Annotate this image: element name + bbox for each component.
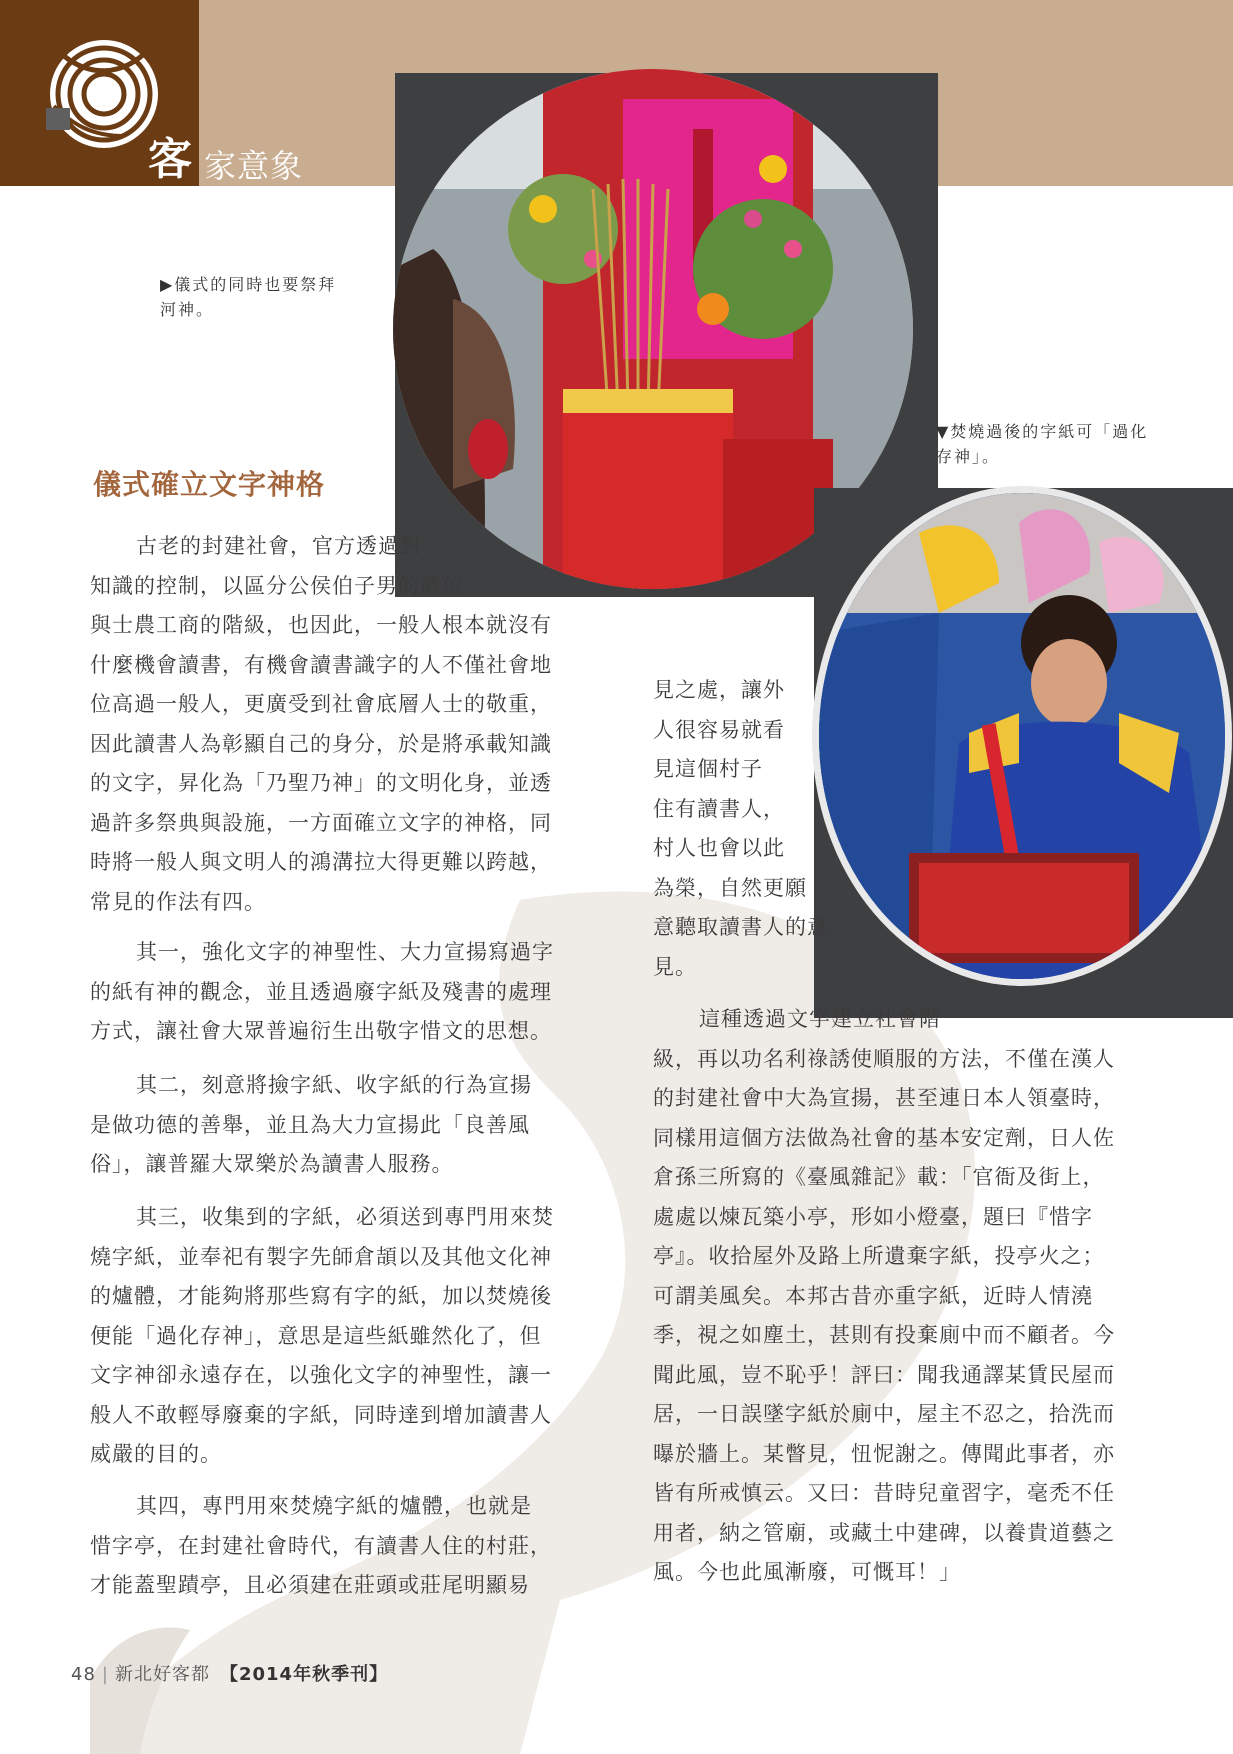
text-line: 見。 xyxy=(653,954,697,979)
text-line: 才能蓋聖蹟亭，且必須建在莊頭或莊尾明顯易 xyxy=(90,1573,530,1597)
paragraph-first xyxy=(90,933,554,1052)
text-line: 威嚴的目的。 xyxy=(90,1442,222,1466)
text-line: 惜字亭，在封建社會時代，有讀書人住的村莊， xyxy=(90,1533,552,1558)
text-line: 風。今也此風漸廢，可慨耳！」 xyxy=(653,1560,961,1584)
text-line: 居，一日誤墜字紙於廁中，屋主不忍之，拾洗而 xyxy=(653,1402,1115,1426)
caption-top-photo: ▶儀式的同時也要祭拜河神。 xyxy=(160,275,337,319)
text-line: 是做功德的善舉，並且為大力宣揚此「良善風 xyxy=(90,1112,530,1137)
text-line: 聞此風，豈不恥乎！評曰：聞我通譯某賃民屋而 xyxy=(653,1362,1115,1387)
text-line: 的爐體，才能夠將那些寫有字的紙，加以焚燒後 xyxy=(90,1284,552,1308)
text-line: 處處以煉瓦築小亭，形如小燈臺，題曰『惜字 xyxy=(653,1204,1093,1229)
text-line: 的文字，昇化為「乃聖乃神」的文明化身，並透 xyxy=(90,771,552,795)
text-line: 其四，專門用來焚燒字紙的爐體，也就是 xyxy=(136,1494,532,1518)
text-line: 位高過一般人，更廣受到社會底層人士的敬重， xyxy=(90,692,552,716)
text-line: 倉孫三所寫的《臺風雜記》載：「官衙及街上， xyxy=(653,1165,1105,1189)
text-line: 時將一般人與文明人的鴻溝拉大得更難以跨越， xyxy=(90,850,552,874)
text-line: 曝於牆上。某瞥見，忸怩謝之。傳聞此事者，亦 xyxy=(653,1441,1115,1466)
text-line: 文字神卻永遠存在，以強化文字的神聖性，讓一 xyxy=(90,1363,552,1387)
text-line: 可謂美風矣。本邦古昔亦重字紙，近時人情澆 xyxy=(653,1283,1093,1308)
text-line: 皆有所戒慎云。又曰：昔時兒童習字，毫禿不任 xyxy=(653,1481,1115,1505)
text-line: 同樣用這個方法做為社會的基本安定劑，日人佐 xyxy=(653,1125,1115,1150)
text-line: 方式，讓社會大眾普遍衍生出敬字惜文的思想。 xyxy=(90,1019,552,1043)
text-line: 村人也會以此 xyxy=(653,836,785,860)
publication-name: 新北好客都 xyxy=(114,1664,210,1685)
text-line: 其二，刻意將撿字紙、收字紙的行為宣揚 xyxy=(136,1073,532,1097)
issue-label: 【2014年秋季刊】 xyxy=(219,1664,389,1685)
text-line: 與士農工商的階級，也因此，一般人根本就沒有 xyxy=(90,613,552,637)
text-line: 因此讀書人為彰顯自己的身分，於是將承載知識 xyxy=(90,731,552,756)
page-footer xyxy=(71,1660,388,1686)
text-line: 意聽取讀書人的意 xyxy=(653,915,829,939)
caption-right-photo: ▼焚燒過後的字紙可「過化存神」。 xyxy=(936,422,1149,466)
text-line: 古老的封建社會，官方透過對 xyxy=(136,534,422,558)
text-line: 亭』。收拾屋外及路上所遺棄字紙，投亭火之； xyxy=(653,1244,1105,1268)
text-line: 住有讀書人， xyxy=(653,796,785,821)
text-line: 見這個村子 xyxy=(653,757,763,781)
text-line: 什麼機會讀書，有機會讀書識字的人不僅社會地 xyxy=(90,652,552,677)
text-line: 級，再以功名利祿誘使順服的方法，不僅在漢人 xyxy=(653,1046,1115,1071)
text-line: 用者，納之管廟，或藏土中建碑，以養貴道藝之 xyxy=(653,1520,1115,1545)
text-line: 燒字紙，並奉祀有製字先師倉頡以及其他文化神 xyxy=(90,1244,552,1269)
category-main-char: 客 xyxy=(148,134,192,185)
text-line: 知識的控制，以區分公侯伯子男的爵位 xyxy=(90,573,464,598)
text-line: 這種透過文字建立社會階 xyxy=(699,1007,941,1031)
paper-burning-photo xyxy=(812,486,1232,986)
paragraph-japanese-era xyxy=(653,1000,1115,1593)
paragraph-fourth xyxy=(90,1487,552,1606)
section-title: 儀式確立文字神格 xyxy=(93,468,326,501)
text-line: 為榮，自然更願 xyxy=(653,875,807,900)
category-sub-title: 家意象 xyxy=(204,147,304,185)
text-line: 人很容易就看 xyxy=(653,717,785,742)
text-line: 便能「過化存神」，意思是這些紙雖然化了，但 xyxy=(90,1323,542,1348)
text-line: 的封建社會中大為宣揚，甚至連日本人領臺時， xyxy=(653,1086,1115,1110)
text-line: 俗」，讓普羅大眾樂於為讀書人服務。 xyxy=(90,1152,454,1176)
paragraph-fourth-continued xyxy=(653,671,829,987)
text-line: 常見的作法有四。 xyxy=(90,889,266,914)
text-line: 其三，收集到的字紙，必須送到專門用來焚 xyxy=(136,1205,554,1229)
text-line: 的紙有神的觀念，並且透過廢字紙及殘書的處理 xyxy=(90,979,552,1004)
paragraph-second xyxy=(90,1066,532,1185)
page-number: 48 xyxy=(71,1664,96,1685)
paragraph-intro xyxy=(90,527,552,922)
text-line: 季，視之如塵土，甚則有投棄廁中而不顧者。今 xyxy=(653,1323,1115,1347)
text-line: 過許多祭典與設施，一方面確立文字的神格，同 xyxy=(90,810,552,835)
text-line: 見之處，讓外 xyxy=(653,678,785,702)
text-line: 其一，強化文字的神聖性、大力宣揚寫過字 xyxy=(136,940,554,964)
paragraph-third xyxy=(90,1198,554,1475)
footer-divider: | xyxy=(101,1664,109,1685)
text-line: 般人不敢輕辱廢棄的字紙，同時達到增加讀書人 xyxy=(90,1402,552,1427)
